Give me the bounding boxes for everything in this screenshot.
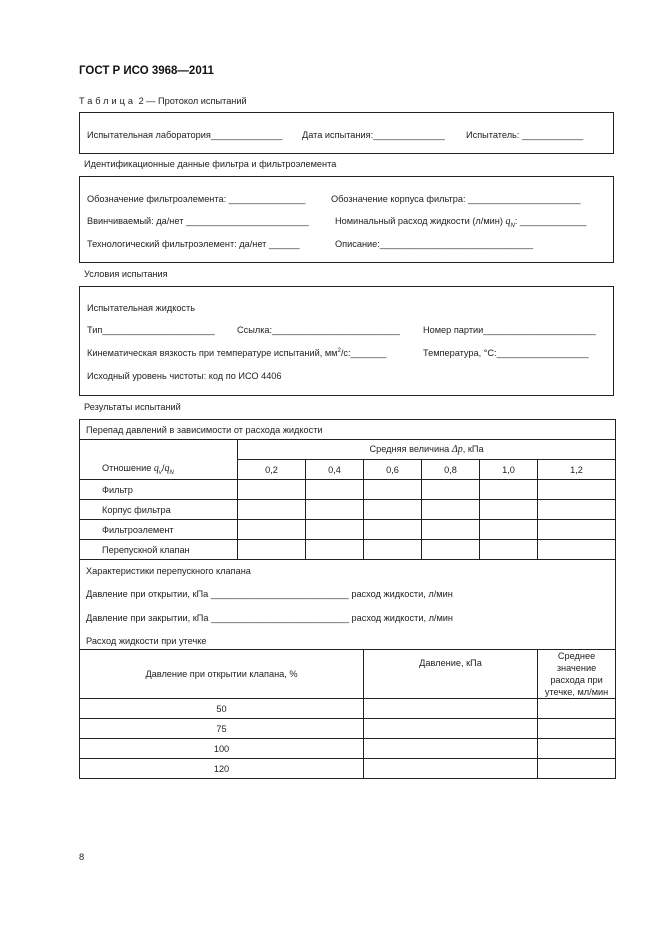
avg-dp-symbol: Δp [451, 444, 463, 455]
caption-label: Таблица [79, 96, 137, 106]
table-cell[interactable] [422, 540, 480, 560]
lab-info-box [79, 112, 614, 154]
table-cell[interactable] [480, 540, 538, 560]
row-label-housing: Корпус фильтра [80, 500, 238, 520]
batch-number-field[interactable]: Номер партии______________________ [423, 325, 596, 335]
table-cell[interactable] [480, 480, 538, 500]
table-cell[interactable] [422, 500, 480, 520]
leak-title: Расход жидкости при утечке [86, 636, 207, 646]
results-section-label: Результаты испытаний [84, 402, 181, 412]
row-label-filter: Фильтр [80, 480, 238, 500]
table-cell[interactable] [538, 699, 616, 719]
table-cell[interactable] [238, 500, 306, 520]
table-row [80, 719, 616, 739]
ratio-value: 0,4 [306, 460, 364, 480]
conditions-section-label: Условия испытания [84, 269, 168, 279]
pressure-drop-title: Перепад давлений в зависимости от расхода жидкости [80, 420, 616, 440]
ratio-value: 1,2 [538, 460, 616, 480]
ratio-symbol-2: q [164, 462, 170, 474]
table-cell[interactable] [364, 759, 538, 779]
row-label-bypass: Перепускной клапан [80, 540, 238, 560]
table-cell[interactable] [538, 520, 616, 540]
table-cell[interactable] [538, 739, 616, 759]
table-cell[interactable] [538, 480, 616, 500]
test-fluid-label: Испытательная жидкость [87, 303, 196, 313]
table-cell[interactable] [422, 520, 480, 540]
ratio-sub-2: N [169, 469, 174, 476]
nominal-flow-field[interactable] [335, 216, 586, 229]
leak-pct-value: 100 [80, 739, 364, 759]
viscosity-field[interactable] [87, 348, 386, 358]
temperature-field[interactable]: Температура, °С:__________________ [423, 348, 589, 358]
table-row [80, 699, 616, 719]
opening-pressure-field[interactable]: Давление при открытии, кПа ___________________________ расход жидкости, л/мин [86, 589, 453, 599]
ratio-value: 1,0 [480, 460, 538, 480]
table-cell[interactable] [364, 520, 422, 540]
viscosity-superscript: 2 [337, 348, 341, 354]
table-row [80, 520, 616, 540]
table-cell[interactable] [364, 699, 538, 719]
table-caption [79, 96, 247, 106]
bypass-block [80, 560, 616, 650]
caption-text: — Протокол испытаний [143, 96, 247, 106]
tester-field[interactable]: Испытатель: ____________ [466, 130, 584, 140]
table-cell[interactable] [480, 520, 538, 540]
leak-pct-value: 75 [80, 719, 364, 739]
table-row [80, 759, 616, 779]
leak-pct-value: 50 [80, 699, 364, 719]
ident-box [79, 176, 614, 263]
avg-dp-header [238, 440, 616, 460]
table-cell[interactable] [306, 500, 364, 520]
viscosity-label: Кинематическая вязкость при температуре испытаний, мм [87, 348, 338, 359]
table-cell[interactable] [364, 739, 538, 759]
ratio-value: 0,2 [238, 460, 306, 480]
nominal-flow-symbol: q [505, 216, 511, 227]
table-row [80, 540, 616, 560]
ratio-value: 0,8 [422, 460, 480, 480]
table-cell[interactable] [306, 540, 364, 560]
document-title: ГОСТ Р ИСО 3968—2011 [79, 65, 214, 77]
cleanliness-field: Исходный уровень чистоты: код по ИСО 4406 [87, 371, 282, 381]
table-cell[interactable] [306, 520, 364, 540]
conditions-box [79, 286, 614, 396]
bypass-title: Характеристики перепускного клапана [86, 566, 251, 576]
reference-field[interactable]: Ссылка:_________________________ [237, 325, 400, 335]
results-table [79, 419, 616, 779]
leak-col-pressure: Давление, кПа [364, 650, 538, 699]
viscosity-blank: /с:_______ [340, 348, 387, 359]
table-row [80, 480, 616, 500]
table-cell[interactable] [364, 480, 422, 500]
table-cell[interactable] [364, 540, 422, 560]
table-cell[interactable] [238, 480, 306, 500]
leak-col-avg-flow: Среднее значение расхода при утечке, мл/мин [538, 650, 616, 699]
screw-in-field[interactable]: Ввинчиваемый: да/нет ________________________ [87, 216, 309, 226]
page-number: 8 [79, 851, 85, 862]
nominal-flow-subscript: N [510, 222, 515, 229]
table-row [80, 739, 616, 759]
table-cell[interactable] [422, 480, 480, 500]
table-cell[interactable] [538, 759, 616, 779]
tech-element-field[interactable]: Технологический фильтроэлемент: да/нет ______ [87, 239, 300, 249]
test-date-field[interactable]: Дата испытания:______________ [302, 130, 445, 140]
ratio-symbol-1: q [153, 462, 159, 474]
closing-pressure-field[interactable]: Давление при закрытии, кПа ___________________________ расход жидкости, л/мин [86, 613, 454, 623]
housing-designation-field[interactable]: Обозначение корпуса фильтра: ______________________ [331, 194, 581, 204]
lab-field[interactable]: Испытательная лаборатория______________ [87, 130, 283, 140]
ident-section-label: Идентификационные данные фильтра и фильтроэлемента [84, 159, 337, 169]
leak-pct-value: 120 [80, 759, 364, 779]
table-cell[interactable] [238, 540, 306, 560]
nominal-flow-label: Номинальный расход жидкости (л/мин) [335, 216, 506, 226]
table-cell[interactable] [306, 480, 364, 500]
row-label-element: Фильтроэлемент [80, 520, 238, 540]
table-cell[interactable] [538, 540, 616, 560]
fluid-type-field[interactable]: Тип______________________ [87, 325, 215, 335]
ratio-value: 0,6 [364, 460, 422, 480]
ratio-header-blank [80, 440, 238, 460]
avg-dp-suffix: , кПа [462, 444, 484, 454]
avg-dp-prefix: Средняя величина [369, 444, 452, 454]
table-cell[interactable] [364, 500, 422, 520]
element-designation-field[interactable]: Обозначение фильтроэлемента: _______________ [87, 194, 306, 204]
table-cell[interactable] [538, 500, 616, 520]
nominal-flow-blank: : _____________ [514, 216, 587, 226]
table-cell[interactable] [538, 719, 616, 739]
caption-number: 2 [138, 96, 144, 106]
ratio-label: Отношение [102, 462, 154, 473]
ratio-slash: / [161, 462, 165, 473]
table-row [80, 500, 616, 520]
ratio-sub-1: v [158, 469, 162, 476]
table-cell[interactable] [238, 520, 306, 540]
description-field[interactable]: Описание:______________________________ [335, 239, 534, 249]
leak-col-pressure-pct: Давление при открытии клапана, % [80, 650, 364, 699]
ratio-header [80, 460, 238, 480]
table-cell[interactable] [480, 500, 538, 520]
table-cell[interactable] [364, 719, 538, 739]
